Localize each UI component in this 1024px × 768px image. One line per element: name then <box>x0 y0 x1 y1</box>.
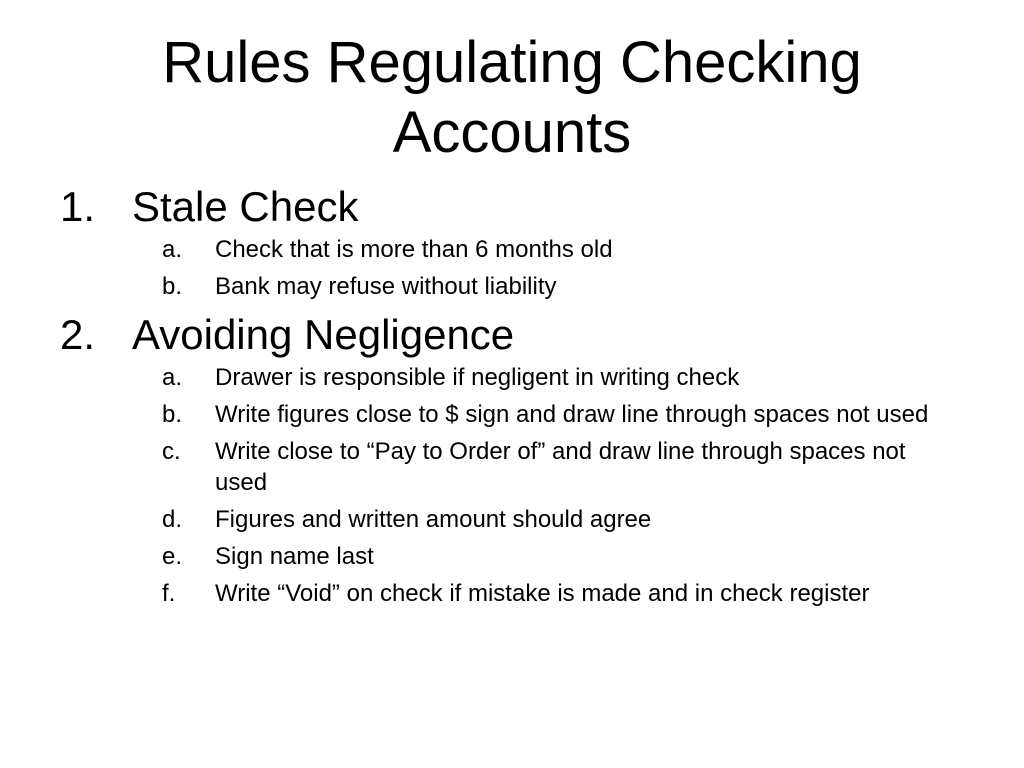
item-number: 1. <box>60 183 96 230</box>
sub-item-text: Drawer is responsible if negligent in writing check <box>215 364 740 391</box>
sub-item <box>60 504 960 535</box>
sub-item-letter: b. <box>162 401 183 428</box>
sub-item-text: Sign name last <box>215 543 374 570</box>
item-heading <box>60 182 960 232</box>
item-heading-text: Avoiding Negligence <box>132 311 515 358</box>
sub-item <box>60 362 960 393</box>
item-heading <box>60 310 960 360</box>
sub-item-text: Write “Void” on check if mistake is made and in check register <box>215 580 870 607</box>
list-item-avoiding-negligence <box>60 310 960 609</box>
item-number: 2. <box>60 311 96 358</box>
sub-item-text: Check that is more than 6 months old <box>215 236 613 263</box>
sub-item-text: Figures and written amount should agree <box>215 506 652 533</box>
sub-item <box>60 541 960 572</box>
sub-item <box>60 234 960 265</box>
sub-item <box>60 399 960 430</box>
sub-list <box>60 362 960 609</box>
sub-item-letter: d. <box>162 506 183 533</box>
sub-item-text: Write figures close to $ sign and draw line through spaces not used <box>215 401 929 428</box>
slide-title-line-2: Accounts <box>392 100 632 165</box>
sub-item <box>60 436 960 498</box>
sub-item <box>60 271 960 302</box>
sub-item-letter: b. <box>162 273 183 300</box>
sub-list <box>60 234 960 302</box>
sub-item-text: Bank may refuse without liability <box>215 273 557 300</box>
slide-content <box>60 182 960 615</box>
sub-item <box>60 578 960 609</box>
slide-title-line-1: Rules Regulating Checking <box>162 30 862 95</box>
item-heading-text: Stale Check <box>132 183 359 230</box>
sub-item-text: Write close to “Pay to Order of” and draw line through spaces not used <box>215 438 906 496</box>
sub-item-letter: e. <box>162 543 183 570</box>
sub-item-letter: f. <box>162 580 176 607</box>
sub-item-letter: a. <box>162 364 183 391</box>
sub-item-letter: c. <box>162 438 181 465</box>
slide-title <box>60 28 964 168</box>
sub-item-letter: a. <box>162 236 183 263</box>
list-item-stale-check <box>60 182 960 302</box>
